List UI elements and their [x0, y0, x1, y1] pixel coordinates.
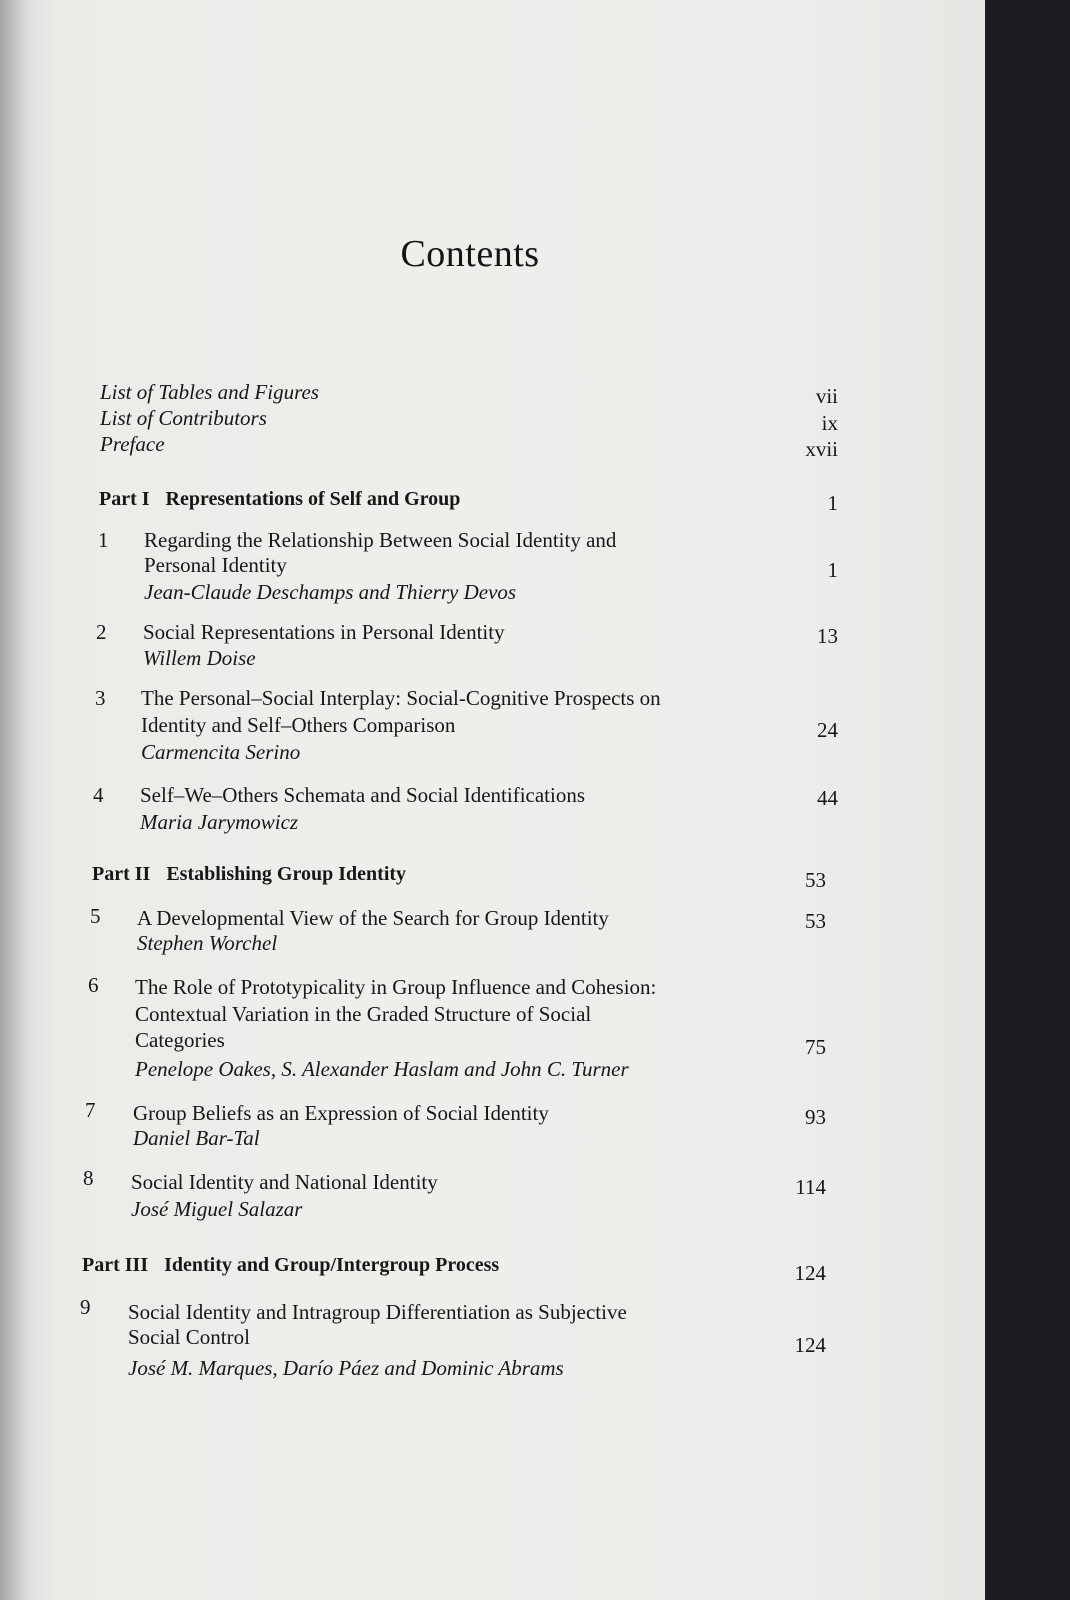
chapter-authors: Willem Doise: [143, 646, 256, 670]
chapter-authors: Maria Jarymowicz: [140, 810, 299, 834]
chapter-page: 13: [817, 624, 838, 648]
front-matter-page: ix: [821, 411, 838, 435]
part-title: Establishing Group Identity: [166, 863, 407, 885]
chapter-authors: José Miguel Salazar: [131, 1197, 303, 1221]
front-matter-page: vii: [815, 384, 838, 408]
part-label: Part III: [82, 1254, 149, 1276]
front-matter-label: List of Contributors: [100, 406, 267, 430]
chapter-title-line: Self–We–Others Schemata and Social Identifications: [140, 783, 586, 807]
chapter-number: 1: [98, 528, 109, 552]
chapter-page: 24: [817, 718, 838, 742]
chapter-page: 75: [805, 1035, 826, 1059]
chapter-title-line: A Developmental View of the Search for Group Identity: [137, 906, 609, 930]
front-matter-label: Preface: [100, 432, 165, 456]
chapter-number: 6: [88, 973, 99, 997]
chapter-number: 4: [93, 783, 104, 807]
chapter-authors: Penelope Oakes, S. Alexander Haslam and John C. Turner: [135, 1057, 629, 1081]
chapter-title-line: The Role of Prototypicality in Group Influence and Cohesion:: [135, 975, 657, 999]
chapter-title-line: Social Representations in Personal Identity: [143, 620, 505, 644]
chapter-authors: Daniel Bar-Tal: [133, 1126, 260, 1150]
chapter-page: 44: [817, 786, 838, 810]
chapter-number: 3: [95, 686, 106, 710]
chapter-title-line: Social Identity and National Identity: [131, 1170, 438, 1194]
chapter-title-line: Social Identity and Intragroup Differentiation as Subjective: [128, 1300, 627, 1324]
chapter-title-line: Regarding the Relationship Between Social Identity and: [144, 528, 617, 552]
part-heading: [99, 489, 460, 509]
chapter-authors: Carmencita Serino: [141, 740, 301, 764]
part-page: 124: [794, 1261, 826, 1285]
part-title: Representations of Self and Group: [165, 488, 461, 510]
front-matter-label: List of Tables and Figures: [100, 380, 319, 404]
chapter-number: 5: [90, 904, 101, 928]
chapter-number: 9: [80, 1295, 91, 1319]
chapter-page: 114: [795, 1175, 826, 1199]
chapter-page: 93: [805, 1105, 826, 1129]
chapter-authors: José M. Marques, Darío Páez and Dominic Abrams: [128, 1356, 564, 1380]
chapter-number: 7: [85, 1098, 96, 1122]
chapter-number: 8: [83, 1166, 94, 1190]
chapter-authors: Jean-Claude Deschamps and Thierry Devos: [144, 580, 517, 604]
part-title: Identity and Group/Intergroup Process: [164, 1254, 500, 1276]
chapter-title-line: Personal Identity: [144, 553, 287, 577]
part-heading: [82, 1255, 499, 1275]
front-matter-page: xvii: [805, 437, 838, 461]
chapter-page: 124: [794, 1333, 826, 1357]
part-label: Part II: [92, 863, 151, 885]
chapter-title-line: Identity and Self–Others Comparison: [141, 713, 456, 737]
chapter-title-line: Categories: [135, 1028, 225, 1052]
chapter-number: 2: [96, 620, 107, 644]
chapter-title-line: The Personal–Social Interplay: Social-Cognitive Prospects on: [141, 686, 661, 710]
part-page: 53: [805, 868, 826, 892]
chapter-authors: Stephen Worchel: [137, 931, 278, 955]
chapter-title-line: Group Beliefs as an Expression of Social Identity: [133, 1101, 549, 1125]
chapter-page: 1: [827, 558, 838, 582]
part-page: 1: [827, 491, 838, 515]
chapter-title-line: Contextual Variation in the Graded Structure of Social: [135, 1002, 592, 1026]
page-title: Contents: [400, 233, 540, 275]
part-label: Part I: [99, 488, 150, 510]
chapter-page: 53: [805, 909, 826, 933]
part-heading: [92, 864, 406, 884]
chapter-title-line: Social Control: [128, 1325, 250, 1349]
